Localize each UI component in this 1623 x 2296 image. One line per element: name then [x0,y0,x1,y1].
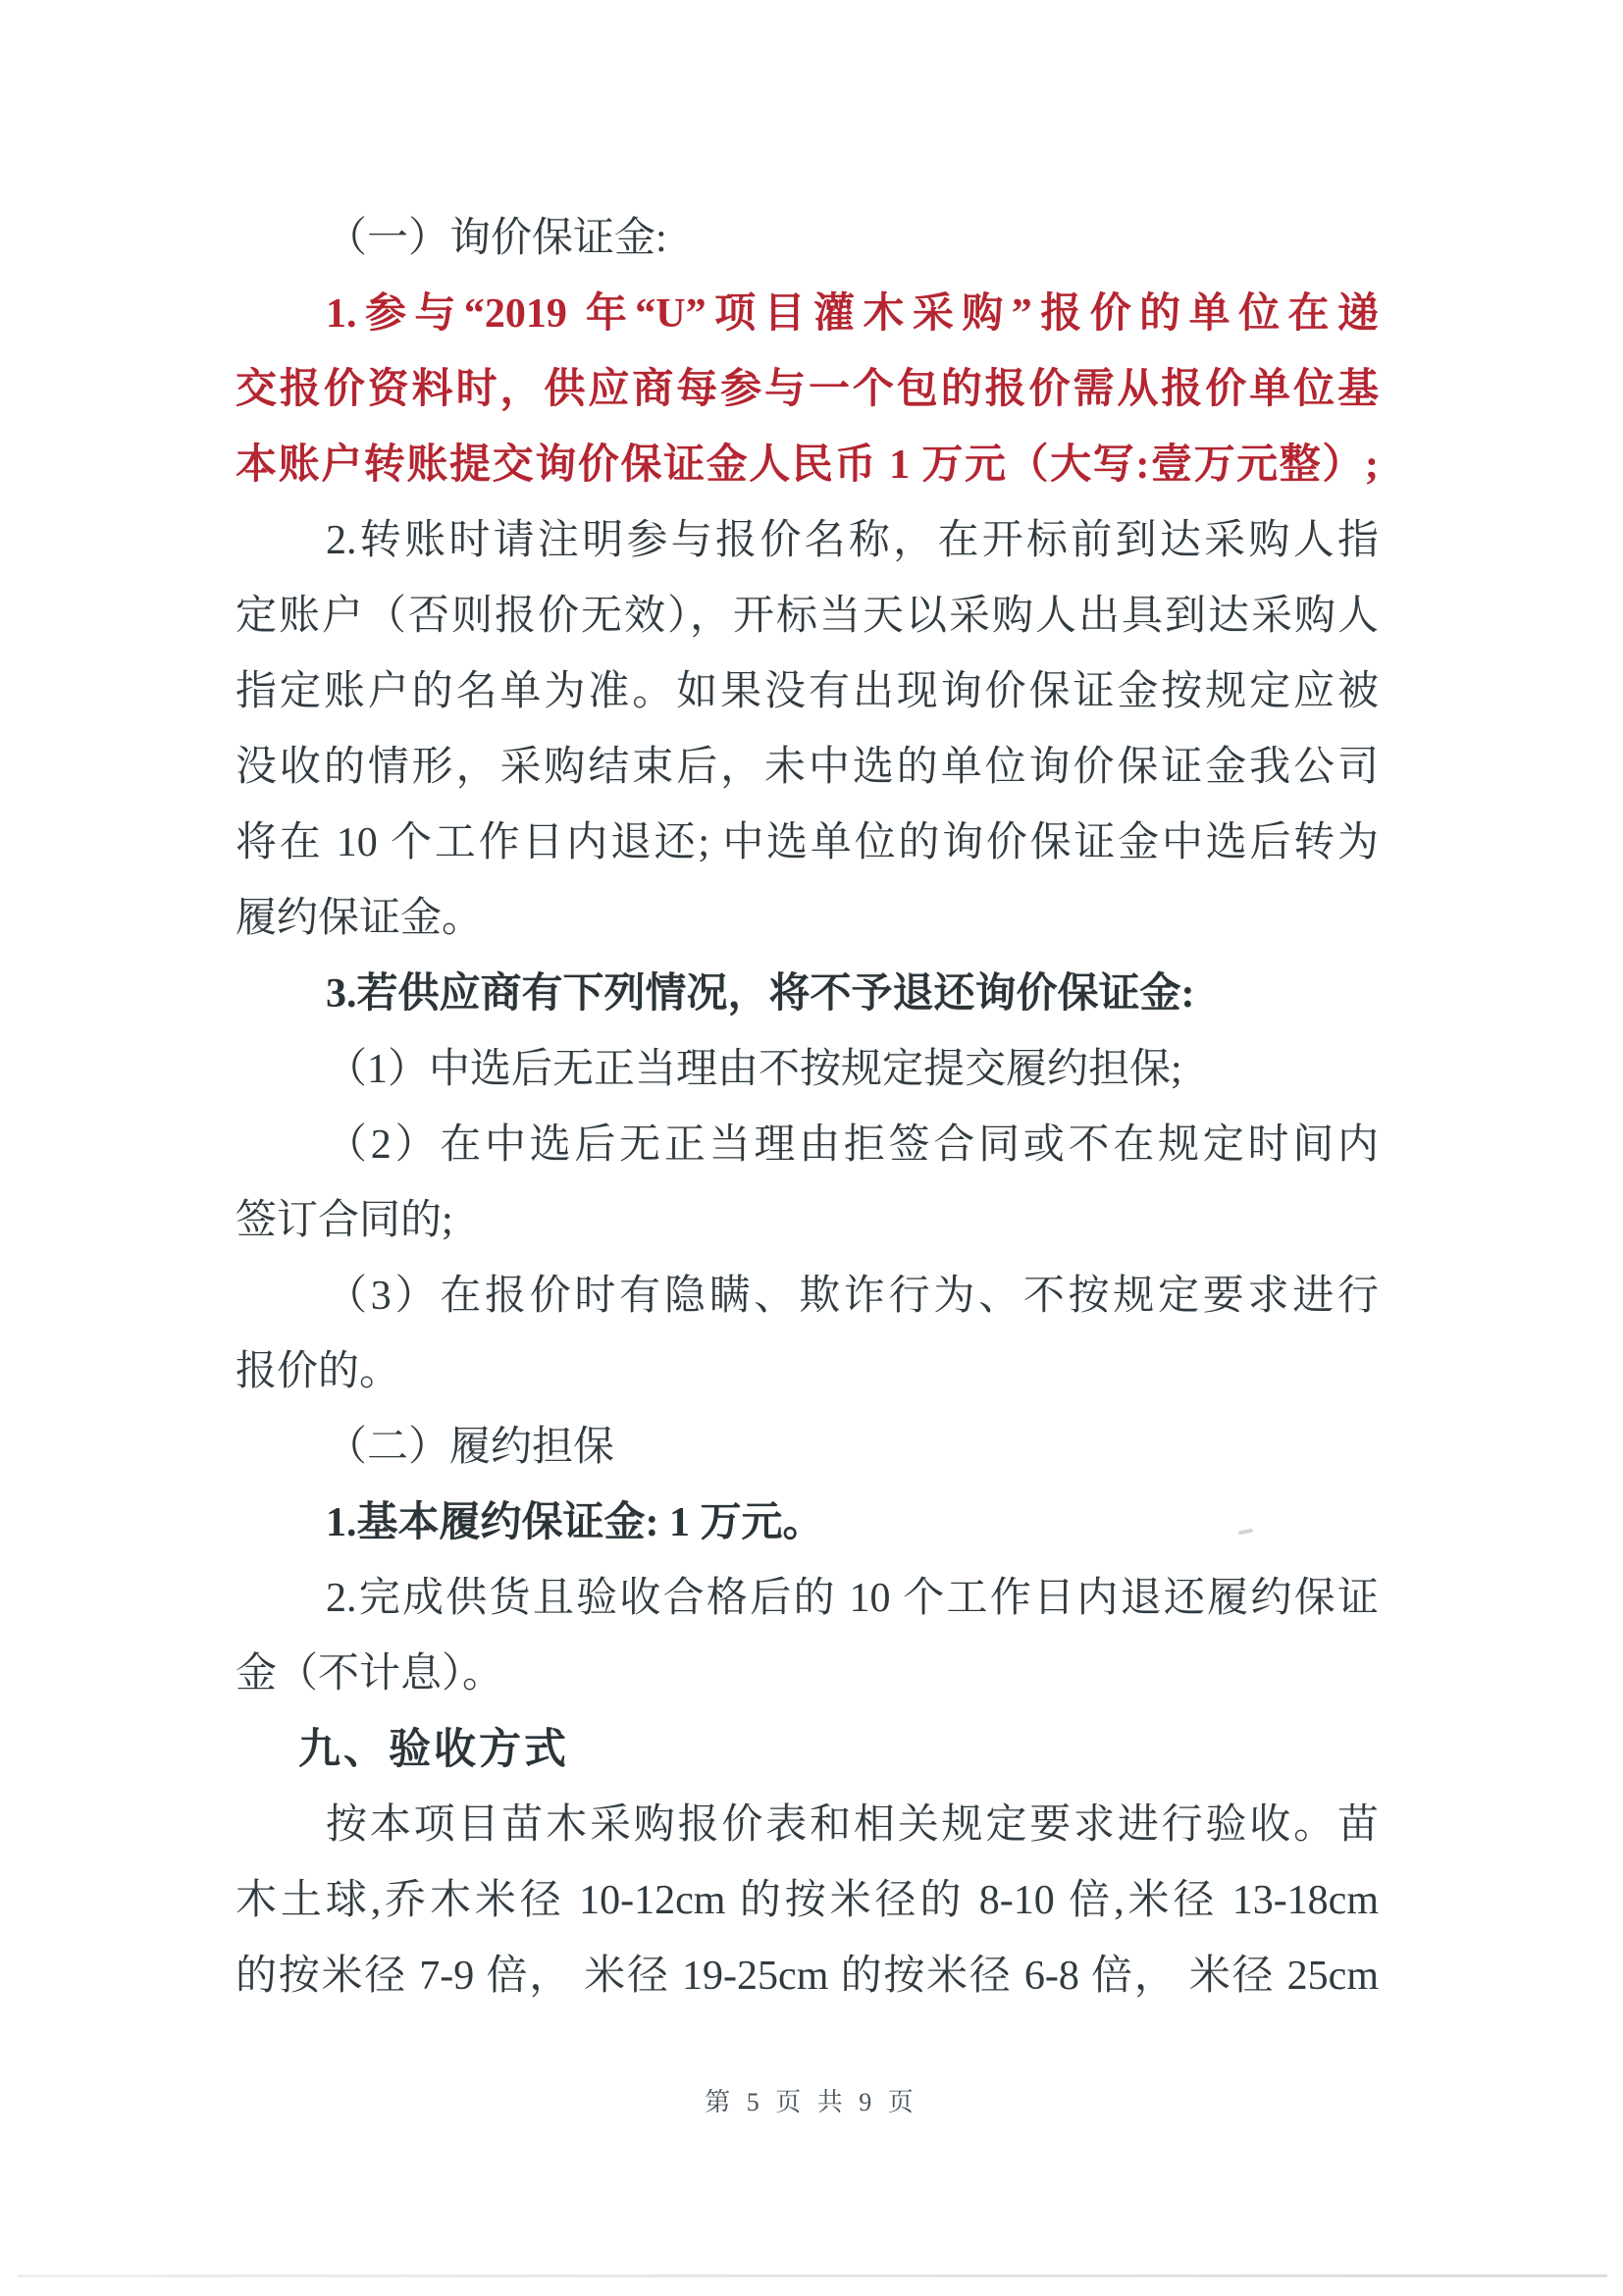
text-line: （3）在报价时有隐瞒、欺诈行为、不按规定要求进行 [326,1274,1379,1319]
text-line: （2）在中选后无正当理由拒签合同或不在规定时间内 [326,1122,1379,1168]
text-line: 报价的。 [236,1349,401,1394]
text-line: （一）询价保证金: [326,216,667,261]
page-number-footer: 第 5 页 共 9 页 [705,2088,918,2116]
document-body [236,201,1379,2014]
text-line: 金（不计息）。 [236,1651,504,1696]
text-line: （1）中选后无正当理由不按规定提交履约担保; [326,1047,1182,1092]
text-line: 定账户（否则报价无效），开标当天以采购人出具到达采购人 [236,594,1379,639]
text-line: 1.参与“2019 年“U”项目灌木采购”报价的单位在递 [326,291,1379,337]
text-line: 木土球,乔木米径 10-12cm 的按米径的 8-10 倍,米径 13-18cm [236,1878,1379,1923]
text-line: 3.若供应商有下列情况，将不予退还询价保证金: [326,971,1195,1017]
text-line: 的按米径 7-9 倍， 米径 19-25cm 的按米径 6-8 倍， 米径 25cm [236,1954,1379,1999]
text-line: 本账户转账提交询价保证金人民币 1 万元（大写:壹万元整）; [236,443,1379,488]
text-line: 1.基本履约保证金: 1 万元。 [326,1500,824,1545]
text-line: 履约保证金。 [236,896,484,941]
text-line: 交报价资料时，供应商每参与一个包的报价需从报价单位基 [236,367,1379,412]
text-line: 将在 10 个工作日内退还; 中选单位的询价保证金中选后转为 [236,820,1379,865]
text-line: 没收的情形，采购结束后，未中选的单位询价保证金我公司 [236,745,1379,790]
text-line: 按本项目苗木采购报价表和相关规定要求进行验收。苗 [326,1802,1379,1848]
scan-edge-line [18,2274,1607,2277]
text-line: 九、验收方式 [298,1726,569,1773]
text-line: 2.转账时请注明参与报价名称，在开标前到达采购人指 [326,518,1379,563]
text-line: 指定账户的名单为准。如果没有出现询价保证金按规定应被 [236,669,1379,714]
text-line: 签订合同的; [236,1198,453,1243]
text-line: （二）履约担保 [326,1425,615,1470]
text-line: 2.完成供货且验收合格后的 10 个工作日内退还履约保证 [326,1576,1379,1621]
